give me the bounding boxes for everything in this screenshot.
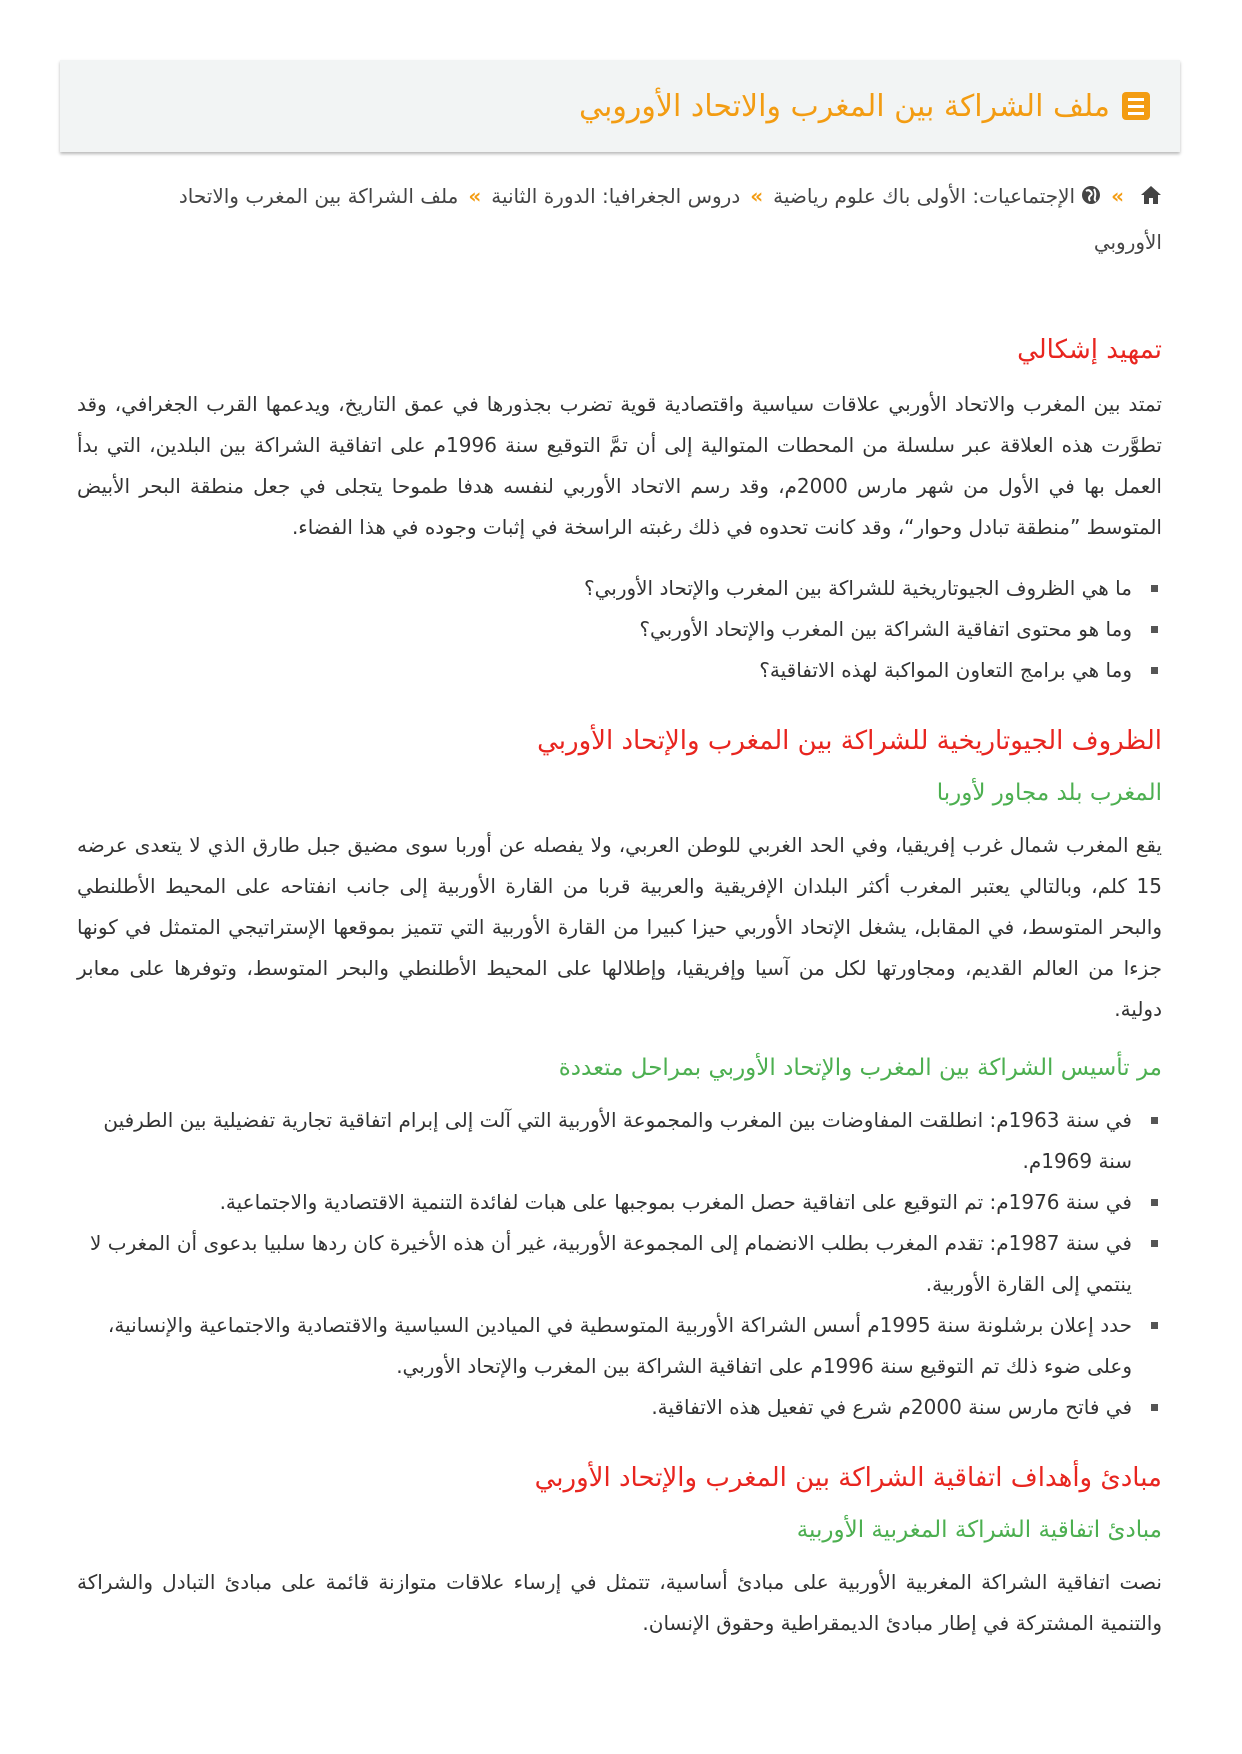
neighbor-paragraph: يقع المغرب شمال غرب إفريقيا، وفي الحد الغربي للوطن العربي، ولا يفصله عن أوربا سوى مضيق جبل طارق الذي لا يتعدى عرضه 15 كلم، وبالتالي يعتبر المغرب أكثر البلدان الإفريقية والعربية قربا من القارة الأوربية إلى جانب انفتاحه على المحيط الأطلنطي والبحر المتوسط، في المقابل، يشغل الإتحاد الأوربي حيزا كبيرا من القارة الأوربية التي تتميز بموقعها الإستراتيجي المتمثل في كونها جزءا من العالم القديم، ومجاورتها لكل من آسيا وإفريقيا، وإطلالها على المحيط الأطلنطي والبحر المتوسط، وتوفرها على معابر دولية. xyxy=(77,833,1162,1021)
questions-list xyxy=(77,568,1162,691)
breadcrumb-current: ملف الشراكة بين المغرب والاتحاد الأوروبي xyxy=(178,184,1162,254)
list-item: في سنة 1987م: تقدم المغرب بطلب الانضمام إلى المجموعة الأوربية، غير أن هذه الأخيرة كان ردها سلبيا بدعوى أن المغرب لا ينتمي إلى القارة الأوربية. xyxy=(77,1223,1132,1305)
subsection-title-principles: مبادئ اتفاقية الشراكة المغربية الأوربية xyxy=(796,1517,1162,1543)
list-item: في فاتح مارس سنة 2000م شرع في تفعيل هذه الاتفاقية. xyxy=(77,1387,1132,1428)
breadcrumb-link-geography[interactable]: دروس الجغرافيا: الدورة الثانية xyxy=(491,184,741,208)
list-item: وما هو محتوى اتفاقية الشراكة بين المغرب والإتحاد الأوربي؟ xyxy=(77,609,1132,650)
subsection-title-stages: مر تأسيس الشراكة بين المغرب والإتحاد الأوربي بمراحل متعددة xyxy=(558,1055,1162,1081)
list-item: في سنة 1976م: تم التوقيع على اتفاقية حصل المغرب بموجبها على هبات لفائدة التنمية الاقتصادية والاجتماعية. xyxy=(77,1182,1132,1223)
section-title-intro: تمهيد إشكالي xyxy=(1017,335,1162,365)
list-item: في سنة 1963م: انطلقت المفاوضات بين المغرب والمجموعة الأوربية التي آلت إلى إبرام اتفاقية تجارية تفضيلية بين الطرفين سنة 1969م. xyxy=(77,1100,1132,1182)
breadcrumb-link-course[interactable]: الإجتماعيات: الأولى باك علوم رياضية xyxy=(773,184,1076,208)
section-title-conditions: الظروف الجيوتاريخية للشراكة بين المغرب والإتحاد الأوربي xyxy=(537,726,1162,756)
home-icon[interactable] xyxy=(1140,176,1162,220)
document-list-icon xyxy=(1122,92,1150,120)
breadcrumb-separator: » xyxy=(468,184,482,208)
list-item: وما هي برامج التعاون المواكبة لهذه الاتفاقية؟ xyxy=(77,650,1132,691)
breadcrumb-separator: » xyxy=(750,184,764,208)
breadcrumb-separator: » xyxy=(1111,184,1124,208)
globe-icon xyxy=(1081,176,1101,220)
article-content xyxy=(77,330,1162,1664)
list-item: ما هي الظروف الجيوتاريخية للشراكة بين المغرب والإتحاد الأوربي؟ xyxy=(77,568,1132,609)
list-item: حدد إعلان برشلونة سنة 1995م أسس الشراكة الأوربية المتوسطية في الميادين السياسية والاقتصادية والاجتماعية والإنسانية، وعلى ضوء ذلك تم التوقيع سنة 1996م على اتفاقية الشراكة بين المغرب والإتحاد الأوربي. xyxy=(77,1305,1132,1387)
subsection-title-neighbor: المغرب بلد مجاور لأوربا xyxy=(936,780,1162,806)
section-title-principles: مبادئ وأهداف اتفاقية الشراكة بين المغرب والإتحاد الأوربي xyxy=(534,1463,1162,1493)
page-title: ملف الشراكة بين المغرب والاتحاد الأوروبي xyxy=(579,88,1110,124)
page-header xyxy=(60,60,1180,152)
intro-paragraph: تمتد بين المغرب والاتحاد الأوربي علاقات سياسية واقتصادية قوية تضرب بجذورها في عمق التاريخ، ويدعمها القرب الجغرافي، وقد تطوَّرت هذه العلاقة عبر سلسلة من المحطات المتوالية إلى أن تمَّ التوقيع سنة 1996م على اتفاقية الشراكة بين البلدين، التي بدأ العمل بها في الأول من شهر مارس 2000م، وقد رسم الاتحاد الأوربي لنفسه هدفا طموحا يتجلى في جعل منطقة البحر الأبيض المتوسط ”منطقة تبادل وحوار“، وقد كانت تحدوه في ذلك رغبته الراسخة في إثبات وجوده في هذا الفضاء. xyxy=(77,392,1162,539)
breadcrumb xyxy=(162,174,1162,264)
principles-paragraph: نصت اتفاقية الشراكة المغربية الأوربية على مبادئ أساسية، تتمثل في إرساء علاقات متوازنة قائمة على مبادئ التبادل والشراكة والتنمية المشتركة في إطار مبادئ الديمقراطية وحقوق الإنسان. xyxy=(77,1570,1162,1635)
stages-list xyxy=(77,1100,1162,1428)
